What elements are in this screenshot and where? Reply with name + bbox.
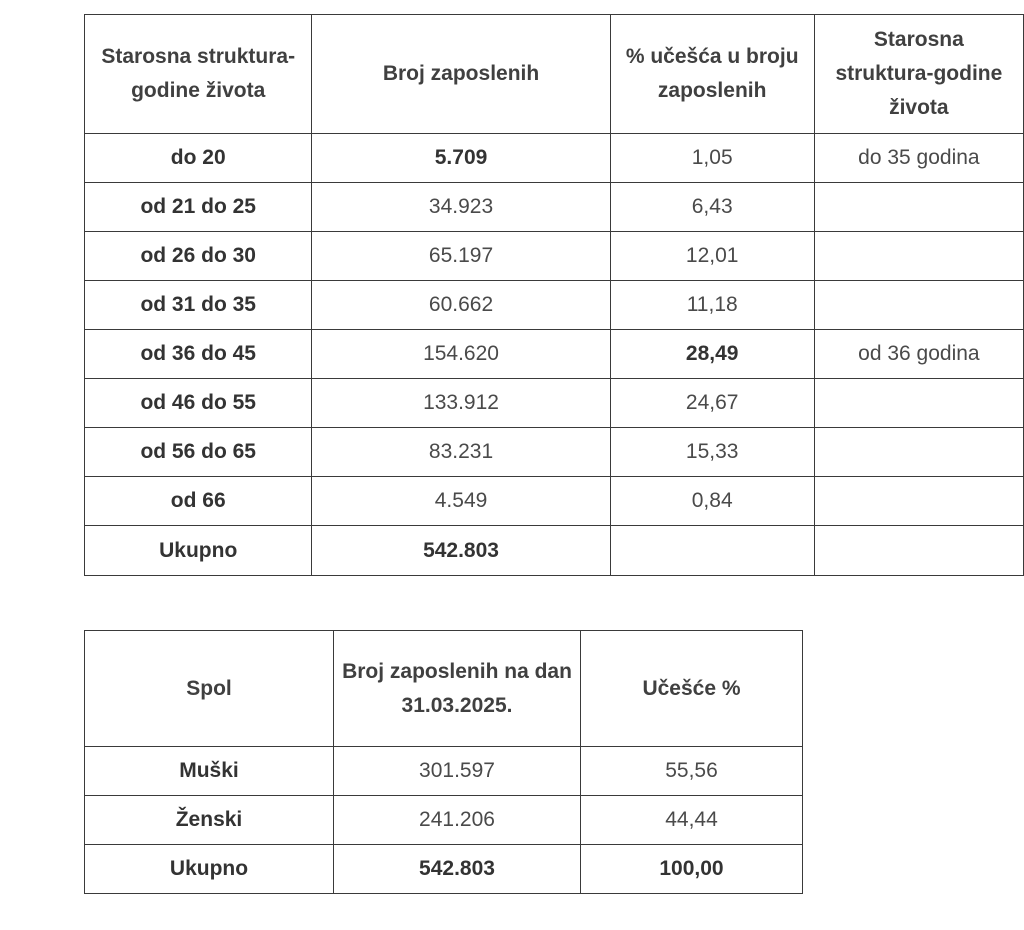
header-employee-count-date xyxy=(334,631,581,747)
total-group xyxy=(814,526,1023,576)
table-row xyxy=(85,134,1024,183)
header-employee-count-date-text: Broj zaposlenih na dan 31.03.2025. xyxy=(342,659,572,717)
header-age-structure: Starosna struktura-godine života xyxy=(85,15,312,134)
table-row xyxy=(85,477,1024,526)
gender-cell: Ženski xyxy=(85,796,334,845)
total-label: Ukupno xyxy=(85,526,312,576)
table-header-row xyxy=(85,631,803,747)
table-row xyxy=(85,747,803,796)
count-cell: 301.597 xyxy=(334,747,581,796)
count-cell: 154.620 xyxy=(312,330,610,379)
percent-cell: 15,33 xyxy=(610,428,814,477)
age-cell: od 21 do 25 xyxy=(85,183,312,232)
age-cell: od 66 xyxy=(85,477,312,526)
age-cell: od 46 do 55 xyxy=(85,379,312,428)
table-row xyxy=(85,330,1024,379)
percent-cell: 44,44 xyxy=(581,796,803,845)
table-row xyxy=(85,281,1024,330)
age-cell: od 56 do 65 xyxy=(85,428,312,477)
count-cell: 133.912 xyxy=(312,379,610,428)
count-cell: 5.709 xyxy=(312,134,610,183)
gender-structure-table xyxy=(84,630,803,894)
count-cell: 60.662 xyxy=(312,281,610,330)
percent-cell: 55,56 xyxy=(581,747,803,796)
total-count: 542.803 xyxy=(312,526,610,576)
table-row xyxy=(85,183,1024,232)
group-cell xyxy=(814,183,1023,232)
gender-cell: Muški xyxy=(85,747,334,796)
header-gender: Spol xyxy=(85,631,334,747)
percent-cell: 6,43 xyxy=(610,183,814,232)
total-row xyxy=(85,526,1024,576)
group-cell xyxy=(814,281,1023,330)
count-cell: 83.231 xyxy=(312,428,610,477)
count-cell: 241.206 xyxy=(334,796,581,845)
count-cell: 34.923 xyxy=(312,183,610,232)
table-row xyxy=(85,796,803,845)
total-percent: 100,00 xyxy=(581,845,803,894)
age-structure-table xyxy=(84,14,1024,576)
group-cell xyxy=(814,379,1023,428)
header-percent-share: % učešća u broju zaposlenih xyxy=(610,15,814,134)
table-row xyxy=(85,428,1024,477)
total-row xyxy=(85,845,803,894)
age-cell: od 36 do 45 xyxy=(85,330,312,379)
group-cell: do 35 godina xyxy=(814,134,1023,183)
table-header-row xyxy=(85,15,1024,134)
group-cell xyxy=(814,428,1023,477)
count-cell: 65.197 xyxy=(312,232,610,281)
group-cell xyxy=(814,232,1023,281)
percent-cell: 28,49 xyxy=(610,330,814,379)
total-percent xyxy=(610,526,814,576)
header-age-group xyxy=(814,15,1023,134)
total-count: 542.803 xyxy=(334,845,581,894)
age-cell: do 20 xyxy=(85,134,312,183)
percent-cell: 0,84 xyxy=(610,477,814,526)
header-employee-count: Broj zaposlenih xyxy=(312,15,610,134)
header-share-percent: Učešće % xyxy=(581,631,803,747)
table-row xyxy=(85,232,1024,281)
age-cell: od 26 do 30 xyxy=(85,232,312,281)
table-row xyxy=(85,379,1024,428)
group-cell: od 36 godina xyxy=(814,330,1023,379)
count-cell: 4.549 xyxy=(312,477,610,526)
group-cell xyxy=(814,477,1023,526)
total-label: Ukupno xyxy=(85,845,334,894)
percent-cell: 24,67 xyxy=(610,379,814,428)
header-age-group-text: Starosna struktura-godine života xyxy=(835,28,1003,119)
percent-cell: 12,01 xyxy=(610,232,814,281)
percent-cell: 1,05 xyxy=(610,134,814,183)
age-cell: od 31 do 35 xyxy=(85,281,312,330)
percent-cell: 11,18 xyxy=(610,281,814,330)
